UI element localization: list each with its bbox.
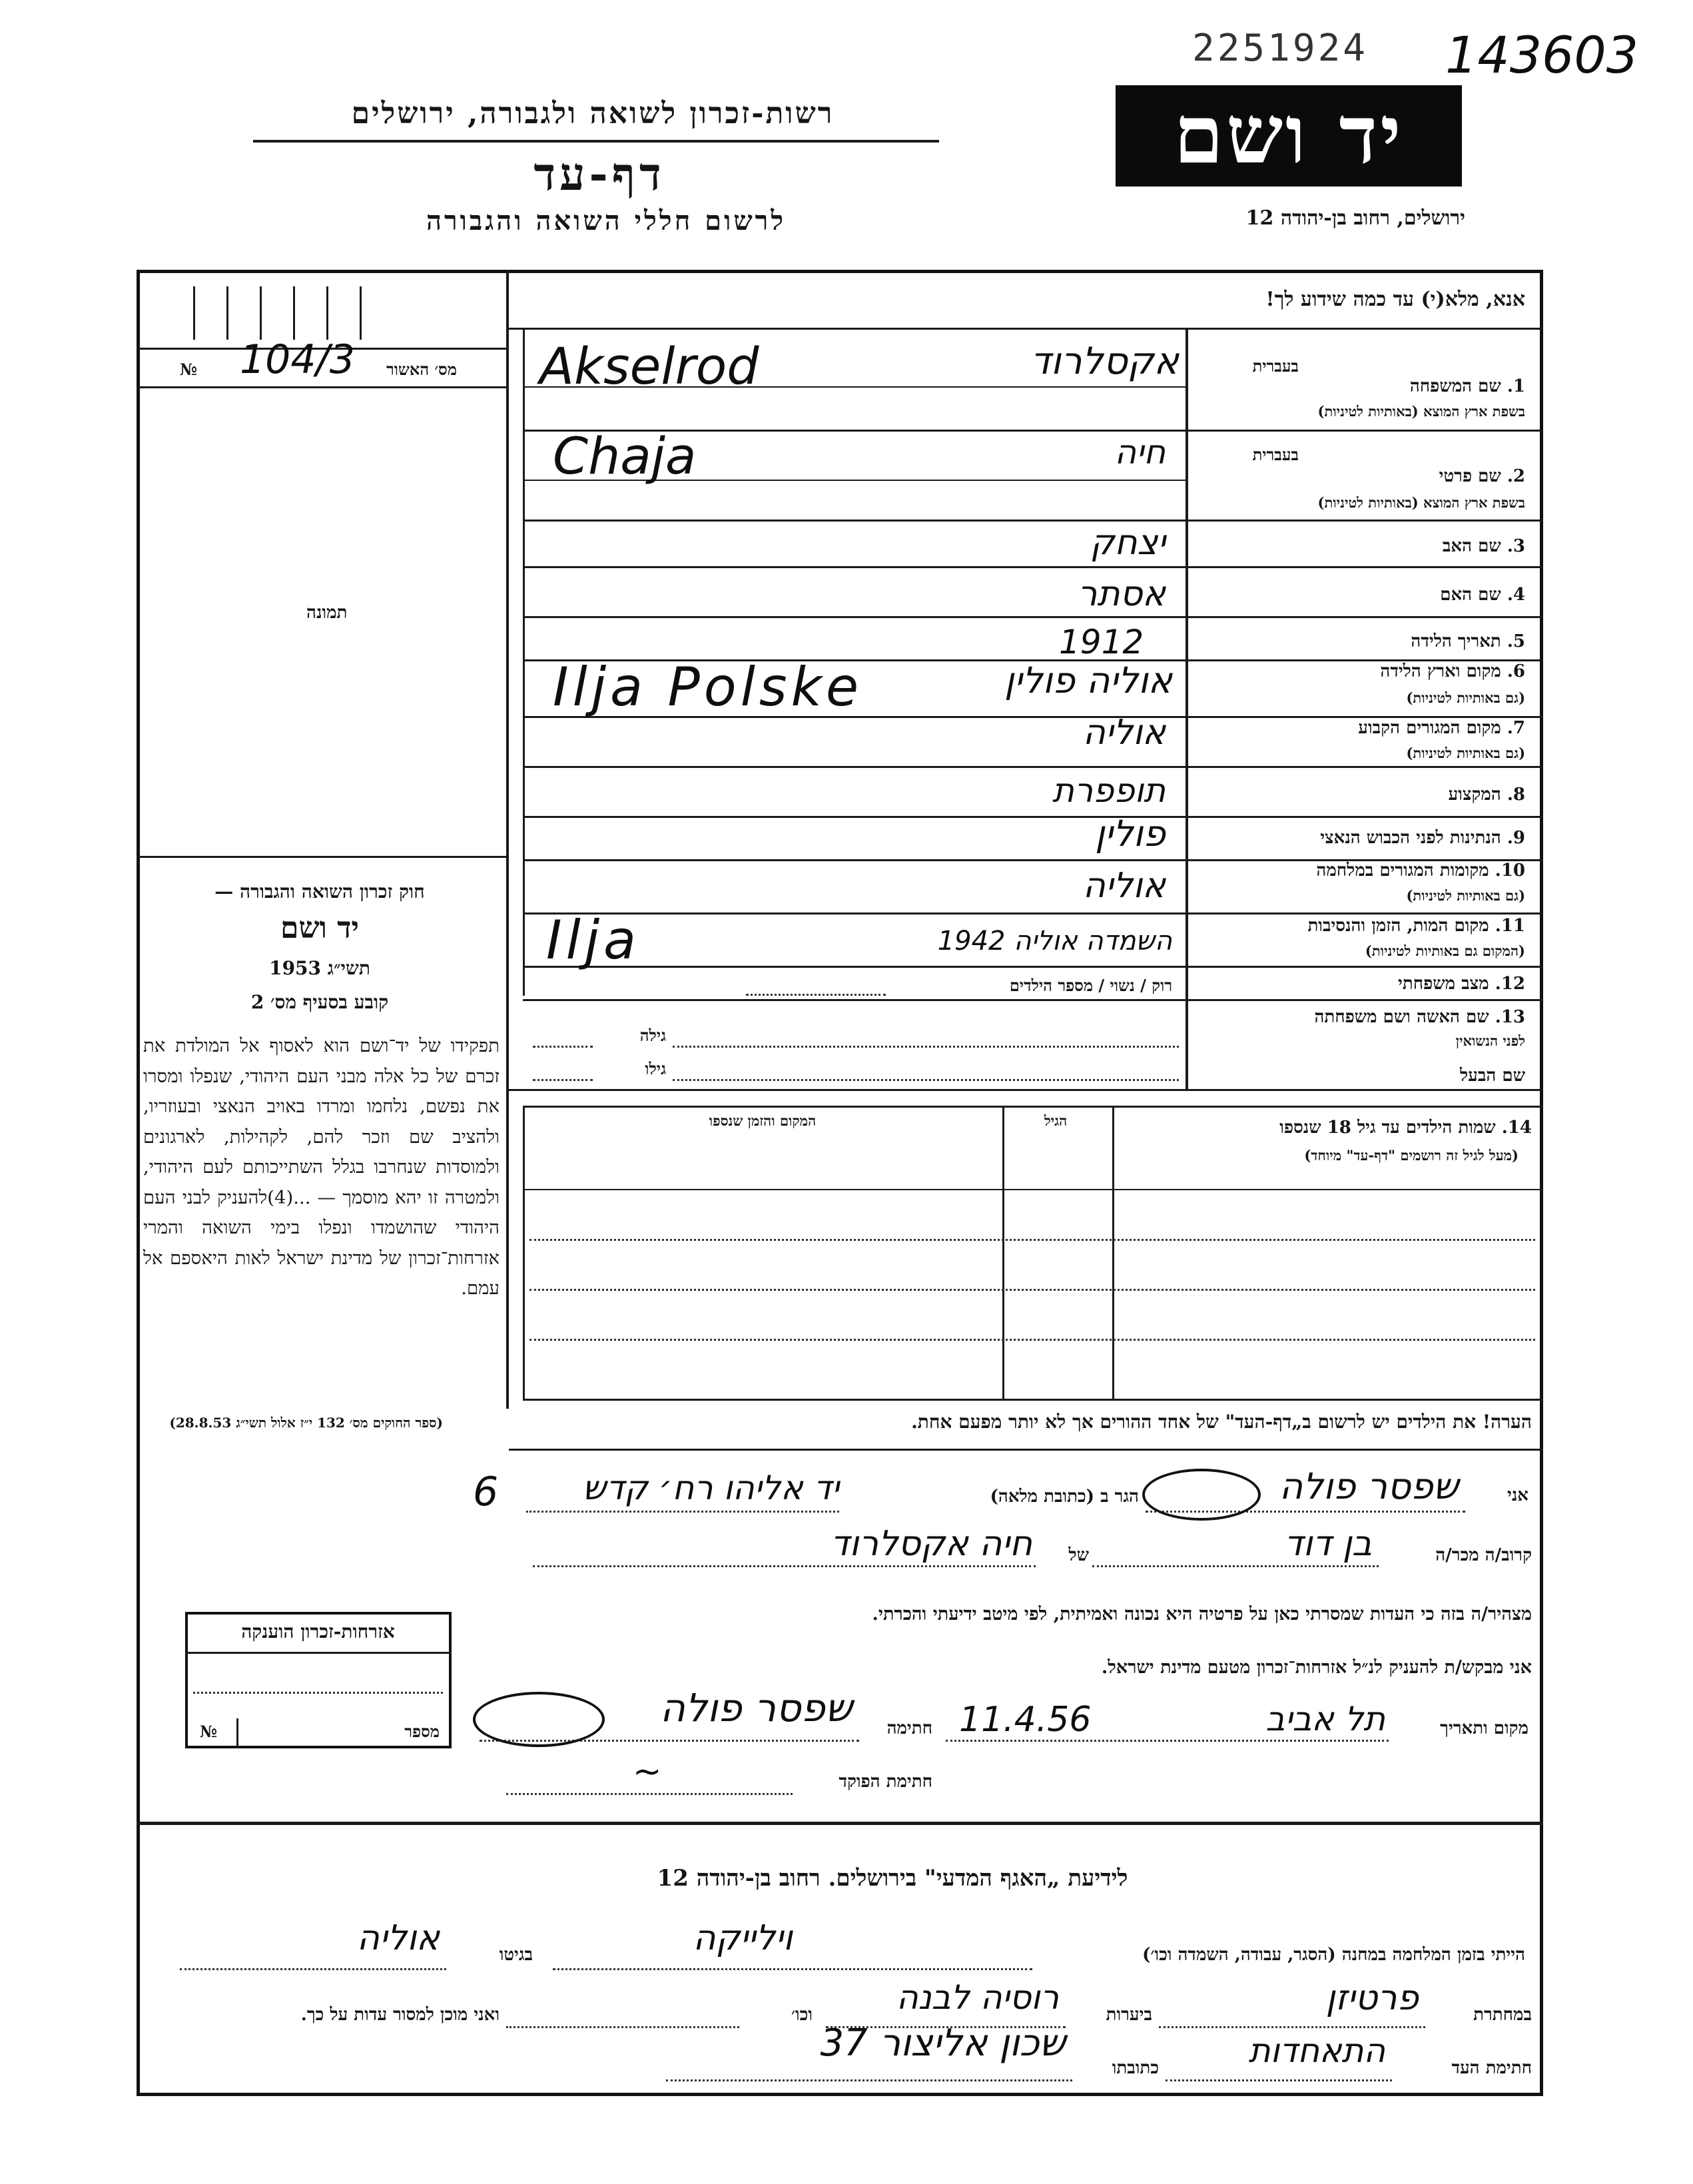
forest-label: ביערות <box>1106 2005 1152 2025</box>
label-column-divider <box>1185 330 1188 1089</box>
certificate-number-label: מספר <box>404 1722 440 1741</box>
field-13-name-line <box>673 1046 1179 1048</box>
of-label: של <box>1068 1545 1089 1565</box>
field-5-label: 5. תאריך הלידה <box>1411 631 1525 651</box>
appeal-text: אנא, מלא(י) עד כמה שידוע לך! <box>1265 288 1525 311</box>
field-11-sub: (המקום גם באותיות לטיניות) <box>1365 942 1525 959</box>
children-label: 14. שמות הילדים עד גיל 18 שנספו <box>1279 1118 1532 1138</box>
photo-bottom-line <box>137 856 506 858</box>
war-value: וילייקה <box>693 1918 793 1958</box>
relative-line <box>1092 1565 1379 1567</box>
witness-signature-value: התאחדות <box>1248 2031 1385 2070</box>
field-8-label: 8. המקצוע <box>1448 785 1525 805</box>
children-left <box>523 1106 525 1399</box>
field-9-value: פולין <box>1095 813 1166 855</box>
field-1-hebrew-value: אקסלרוד <box>1030 340 1179 383</box>
row3-end <box>523 566 1543 568</box>
field-2-hebrew-value: חיה <box>1114 433 1166 472</box>
field-3-value: יצחק <box>1090 523 1166 563</box>
children-head-line <box>523 1189 1543 1190</box>
field-6-latin-value: Ilja Polske <box>553 656 863 718</box>
field-13-age-label: גילה <box>639 1026 666 1045</box>
field-12-children-line <box>746 994 886 996</box>
etc-label: וכו׳ <box>791 2005 813 2025</box>
ghetto-label: בגיטו <box>499 1945 533 1965</box>
declarant-label: אני <box>1507 1485 1528 1505</box>
declarant-name: שפסר פולה <box>1279 1465 1459 1507</box>
note-underline <box>509 1449 1543 1451</box>
field-11-latin-value: Ilja <box>546 909 641 971</box>
children-col-age: הגיל <box>1044 1112 1068 1129</box>
law-title: חוק זכרון השואה והגבורה — <box>214 881 425 903</box>
header-address: ירושלים, רחוב בן-יהודה 12 <box>1245 206 1465 230</box>
hiding-value: פרטיזן <box>1325 1978 1419 2018</box>
address-house-number: 6 <box>473 1469 499 1515</box>
field-1-sub: בשפת ארץ המוצא (באותיות לטיניות) <box>1317 403 1525 420</box>
war-label: הייתי בזמן המלחמה במחנה (הסגר, עבודה, השמדה וכו׳) <box>1142 1945 1525 1965</box>
relative-value: בן דוד <box>1284 1524 1372 1564</box>
field-2-sub: בשפת ארץ המוצא (באותיות לטיניות) <box>1317 494 1525 511</box>
photo-label: תמונה <box>306 603 348 623</box>
field-11-hebrew-value: השמדה אוליה 1942 <box>937 926 1172 956</box>
tick-box-1 <box>193 286 195 340</box>
place-value: תל אביב <box>1265 1700 1385 1738</box>
field-6-hebrew-value: אוליה פולין <box>1004 659 1172 701</box>
law-year: תשי״ג 1953 <box>269 957 370 979</box>
place-date-label: מקום ותאריך <box>1440 1718 1528 1738</box>
children-row-1 <box>529 1239 1535 1241</box>
children-row-3 <box>529 1339 1535 1341</box>
husband-age-line <box>533 1079 593 1081</box>
field-7-sub: (גם באותיות לטיניות) <box>1406 745 1525 761</box>
place-date-line <box>946 1740 1389 1742</box>
of-line <box>533 1565 1036 1567</box>
certificate-number-divider <box>236 1718 238 1748</box>
left-column-divider <box>506 270 509 1409</box>
address-line <box>526 1511 839 1513</box>
tick-box-5 <box>326 286 328 340</box>
footer-separator <box>137 1822 1543 1825</box>
row13-end <box>509 1089 1543 1091</box>
field-5-value: 1912 <box>1059 623 1144 661</box>
address-value: יד אליהו רח׳ קדש <box>582 1469 839 1507</box>
tick-box-2 <box>226 286 228 340</box>
children-row-2 <box>529 1289 1535 1291</box>
field-2-hebrew-tag: בעברית <box>1252 445 1299 464</box>
husband-name-line <box>673 1079 1179 1081</box>
field-4-value: אסתר <box>1077 574 1166 614</box>
row4-end <box>523 616 1543 618</box>
witness-address-line <box>666 2079 1072 2081</box>
form-subtitle: לרשום חללי השואה והגבורה <box>426 205 787 236</box>
certificate-divider <box>185 1652 452 1654</box>
serial-number: 2251924 <box>1192 27 1369 70</box>
field-1-label: 1. שם המשפחה <box>1409 376 1525 396</box>
field-9-label: 9. הנתינות לפני הכבוש הנאצי <box>1320 828 1525 848</box>
officer-signature-mark: ~ <box>633 1752 662 1792</box>
field-2-label: 2. שם פרטי <box>1439 466 1525 486</box>
footer-heading: לידיעת „האגף המדעי" בירושלים. רחוב בן-יהודה 12 <box>657 1865 1128 1892</box>
field-13-label: 13. שם האשה ושם משפחתה <box>1314 1007 1525 1027</box>
institution-name: רשות-זכרון לשואה ולגבורה, ירושלים <box>351 97 835 131</box>
law-text: תפקידו של יד־ושם הוא לאסוף אל המולדת את זכרם של כל אלה מבני העם היהודי, שנפלו ומסרו את נפשם, נלחמו ומרדו באויב הנאצי ובעוזריו, ולהציב שם וזכר להם, לקהילות, לארגונים ולמוסדות שנחרבו בגלל השתייכותם לעם היהודי, ולמטרה זו יהא מוסמך — ...(4)להעניק לבני העם היהודי שהושמדו ונפלו בימי השואה והמרי אזרחות־זכרון של מדינת ישראל לאות היאספם אל עמם. <box>143 1035 500 1299</box>
children-bottom <box>523 1399 1543 1401</box>
signature-circle-mark <box>473 1692 605 1747</box>
tick-box-3 <box>260 286 262 340</box>
of-value: חיה אקסלרוד <box>831 1524 1032 1564</box>
field-1-latin-value: Akselrod <box>539 336 759 396</box>
field-1-hebrew-tag: בעברית <box>1252 356 1299 376</box>
hiding-label: במחתרת <box>1473 2005 1532 2025</box>
field-10-label: 10. מקומות המגורים במלחמה <box>1316 861 1525 881</box>
law-reference: (ספר החוקים מס׳ 132 י״ז אלול תשי״ג 28.8.53) <box>169 1415 443 1431</box>
appeal-underline <box>509 328 1543 330</box>
address-label: הגר ב (כתובת מלאה) <box>990 1487 1139 1507</box>
approval-bottom-line <box>137 386 506 388</box>
field-2-latin-value: Chaja <box>553 426 697 486</box>
ghetto-line <box>180 1968 446 1970</box>
signature-value: שפסר פולה <box>659 1685 852 1730</box>
officer-signature-label: חתימת הפוקד <box>839 1772 932 1792</box>
ghetto-value: אוליה <box>356 1918 440 1958</box>
declarant-circle-mark <box>1142 1469 1261 1521</box>
field-6-label: 6. מקום וארץ הלידה <box>1380 661 1525 681</box>
children-top <box>523 1106 1543 1108</box>
form-title: דף-עד <box>533 148 665 201</box>
witness-signature-line <box>1166 2079 1392 2081</box>
law-clause: קובע בסעיף מס׳ 2 <box>250 991 389 1013</box>
hiding-line <box>1159 2026 1425 2028</box>
field-13-sub: לפני הנשואין <box>1455 1032 1525 1049</box>
husband-label: שם הבעל <box>1459 1066 1525 1086</box>
field-10-value: אוליה <box>1082 866 1166 906</box>
field-6-sub: (גם באותיות לטיניות) <box>1406 689 1525 706</box>
approval-number: 104/3 <box>240 336 355 383</box>
approval-label: מס׳ האשור <box>386 360 457 379</box>
handwritten-number: 143603 <box>1445 25 1639 85</box>
witness-address-label: כתובתו <box>1112 2058 1159 2078</box>
field-7-label: 7. מקום המגורים הקבוע <box>1358 718 1525 738</box>
row7-end <box>523 766 1543 768</box>
relative-label: קרוב/ה מכר/ה <box>1435 1545 1532 1565</box>
field-8-value: תופפרת <box>1052 771 1166 810</box>
declaration-statement: מצהיר/ה בזה כי העדות שמסרתי כאן על פרטיה היא נכונה ואמיתית, לפי מיטב ידיעתי והכרתי. <box>872 1604 1532 1625</box>
certificate-title: אזרחות-זכרון הוענקה <box>241 1621 395 1642</box>
witness-signature-label: חתימת העד <box>1451 2058 1532 2078</box>
field-3-label: 3. שם האב <box>1442 536 1525 556</box>
field-7-value: אוליה <box>1082 713 1166 753</box>
children-col-place: המקום והזמן שנספו <box>709 1112 817 1129</box>
certificate-line <box>193 1692 443 1694</box>
husband-age-label: גילו <box>645 1059 666 1078</box>
witness-address-value: שכון אליצור 37 <box>820 2021 1066 2065</box>
request-statement: אני מבקש/ת להעניק לנ״ל אזרחות־זכרון מטעם מדינת ישראל. <box>1101 1657 1532 1678</box>
field-13-age-line <box>533 1046 593 1048</box>
ready-statement: ואני מוכן למסור עדות על כך. <box>300 2005 500 2025</box>
war-line <box>553 1968 1032 1970</box>
signature-label: חתימה <box>886 1718 932 1738</box>
approval-number-sign: № <box>180 360 198 379</box>
field-4-label: 4. שם האם <box>1440 585 1525 605</box>
children-registration-note: הערה! את הילדים יש לרשום ב„דף-העד" של אחד ההורים אך לא יותר מפעם אחת. <box>911 1411 1532 1433</box>
children-col-1 <box>1002 1106 1004 1399</box>
law-name: יד ושם <box>280 911 359 945</box>
forest-value: רוסיה לבנה <box>896 1978 1059 2017</box>
children-note: (מעל לגיל זה רושמים "דף-עד" מיוחד) <box>1304 1147 1519 1164</box>
tick-box-6 <box>360 286 362 340</box>
children-col-2 <box>1112 1106 1114 1399</box>
header-underline <box>253 140 939 143</box>
yad-vashem-logo: יד ושם <box>1116 85 1462 186</box>
date-value: 11.4.56 <box>959 1700 1092 1740</box>
field-12-label: 12. מצב משפחתי <box>1398 974 1525 994</box>
field-12-options: רוק / נשוי / מספר הילדים <box>1009 976 1172 995</box>
tick-box-4 <box>293 286 295 340</box>
officer-signature-line <box>506 1793 793 1795</box>
row11-end <box>523 966 1543 968</box>
row12-end <box>523 999 1543 1001</box>
row10-end <box>523 912 1543 914</box>
row2-end <box>523 520 1543 522</box>
field-11-label: 11. מקום המות, הזמן והנסיבות <box>1307 916 1525 936</box>
certificate-number-sign: № <box>200 1722 218 1741</box>
field-10-sub: (גם באותיות לטיניות) <box>1406 887 1525 904</box>
